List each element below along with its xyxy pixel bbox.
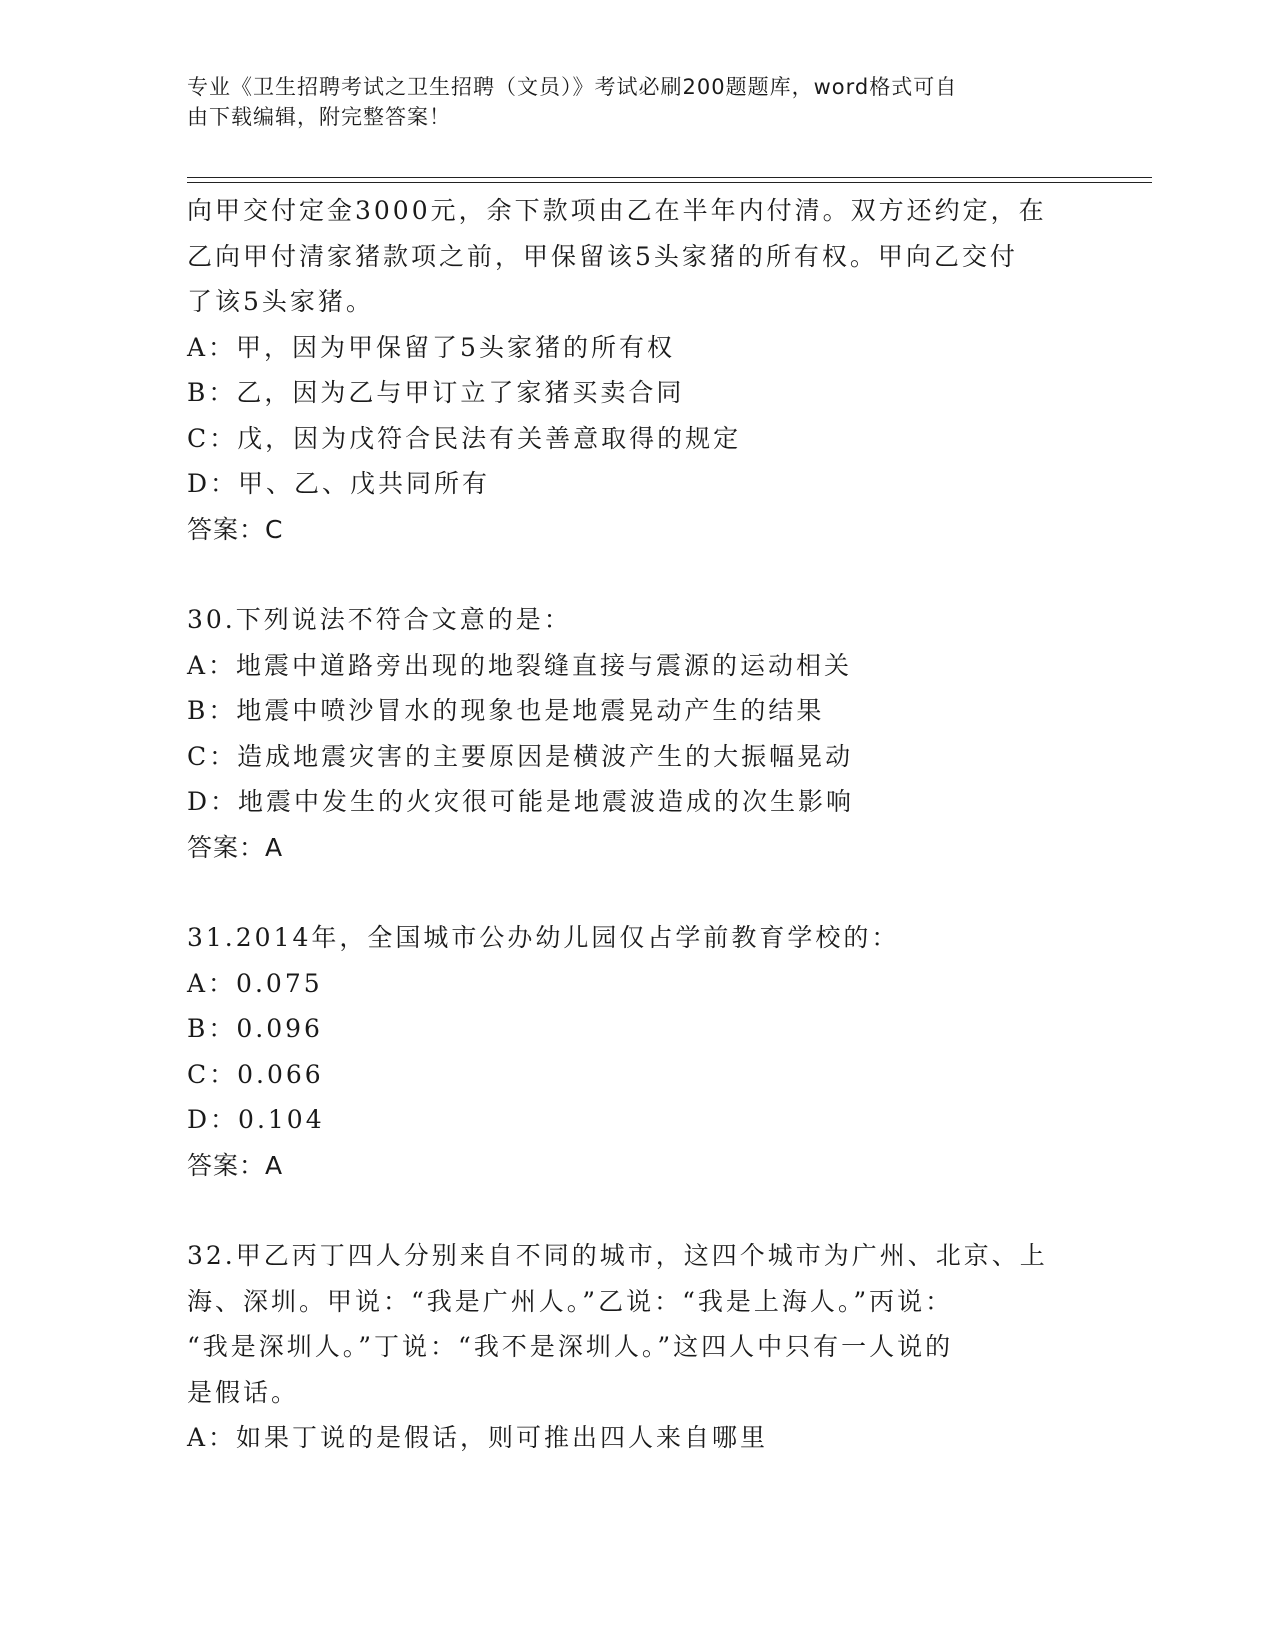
question-text-line: “我是深圳人。”丁说：“我不是深圳人。”这四人中只有一人说的 xyxy=(187,1332,954,1361)
option-c: C：0.066 xyxy=(187,1059,324,1089)
option-a: A：0.075 xyxy=(187,968,323,998)
option-b: B：0.096 xyxy=(187,1014,323,1043)
document-body xyxy=(187,188,1087,1461)
header-divider-top xyxy=(187,177,1152,178)
header-divider-bottom xyxy=(187,182,1152,183)
option-c: C：造成地震灾害的主要原因是横波产生的大振幅晃动 xyxy=(187,741,854,771)
header-line-2: 由下载编辑，附完整答案！ xyxy=(187,105,451,129)
spacer xyxy=(187,1188,1087,1233)
question-29 xyxy=(187,188,1087,552)
option-a: A：地震中道路旁出现的地裂缝直接与震源的运动相关 xyxy=(187,650,853,680)
answer-label: 答案：C xyxy=(187,514,284,544)
question-31 xyxy=(187,915,1087,1188)
question-text-line: 32.甲乙丙丁四人分别来自不同的城市，这四个城市为广州、北京、上 xyxy=(187,1241,1048,1270)
question-text-line: 31.2014年，全国城市公办幼儿园仅占学前教育学校的： xyxy=(187,923,900,952)
option-c: C：戊，因为戊符合民法有关善意取得的规定 xyxy=(187,423,742,453)
document-header xyxy=(187,72,1067,132)
spacer xyxy=(187,552,1087,597)
option-a: A：如果丁说的是假话，则可推出四人来自哪里 xyxy=(187,1423,769,1452)
option-a: A：甲，因为甲保留了5头家猪的所有权 xyxy=(187,332,675,362)
spacer xyxy=(187,870,1087,915)
answer-label: 答案：A xyxy=(187,832,284,862)
question-text-line: 向甲交付定金3000元，余下款项由乙在半年内付清。双方还约定，在 xyxy=(187,196,1047,225)
option-d: D：甲、乙、戊共同所有 xyxy=(187,469,491,498)
question-30 xyxy=(187,597,1087,870)
answer-label: 答案：A xyxy=(187,1150,284,1180)
option-b: B：地震中喷沙冒水的现象也是地震晃动产生的结果 xyxy=(187,696,825,725)
question-text-line: 了该5头家猪。 xyxy=(187,287,374,316)
question-text-line: 30.下列说法不符合文意的是： xyxy=(187,605,572,634)
question-text-line: 乙向甲付清家猪款项之前，甲保留该5头家猪的所有权。甲向乙交付 xyxy=(187,241,1018,271)
question-text-line: 海、深圳。甲说：“我是广州人。”乙说：“我是上海人。”丙说： xyxy=(187,1286,954,1316)
option-d: D：地震中发生的火灾很可能是地震波造成的次生影响 xyxy=(187,787,855,816)
option-d: D：0.104 xyxy=(187,1105,325,1134)
question-text-line: 是假话。 xyxy=(187,1377,300,1407)
header-line-1: 专业《卫生招聘考试之卫生招聘（文员）》考试必刷200题题库，word格式可自 xyxy=(187,75,958,99)
option-b: B：乙，因为乙与甲订立了家猪买卖合同 xyxy=(187,378,685,407)
question-32 xyxy=(187,1233,1087,1461)
